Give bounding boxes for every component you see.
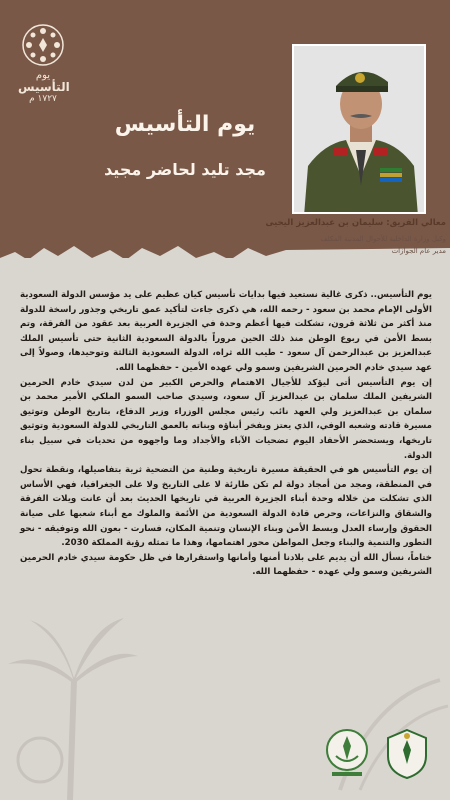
article-paragraph: يوم التأسيس.. ذكرى غالية نستعيد فيها بدايات تأسيس كيان عظيم على يد مؤسس الدولة السعودية الأولى الإمام محمد بن سعود - رحمه الله، هي ذكرى جاءت لتأكيد عمق تاريخي وجذور راسخة للدولة منذ أكثر من ثلاثة قرون، تشكلت فيها أعظم وحدة في الجزيرة العربية بعد عقود من الفرقة، وتم بسط الأمن في ربوع الوطن منذ ذلك الحين مروراً بالدولة السعودية الثانية حتى تأسيس الملك عبدالعزيز بن عبدالرحمن آل سعود - طيب الله ثراه، الدولة السعودية الثالثة وتوحيدها، وصولاً إلى عهد سيدي خادم الحرمين الشريفين وسمو ولي عهده الأمين - حفظهما الله.	[20, 290, 432, 373]
footer-logos	[322, 726, 438, 786]
founding-day-logo	[18, 22, 68, 112]
article-paragraph: ختاماً، نسأل الله أن يديم على بلادنا أمنها وأمانها واستقرارها في ظل حكومة سيدي خادم الحرمين الشريفين وسمو ولي عهده - حفظهما الله.	[20, 552, 432, 578]
article-paragraph: إن يوم التأسيس أتى ليؤكد للأجيال الاهتمام والحرص الكبير من لدن سيدي خادم الحرمين الشريفين الملك سلمان بن عبدالعزيز آل سعود، وسيدي صاحب السمو الملكي الأمير محمد بن سلمان بن عبدالعزيز ولي العهد نائب رئيس مجلس الوزراء وزير الدفاع، بتاريخ الوطن وتوثيق مسيرة قادته وشعبه الوفي، الذي يعتز ويفخر أبناؤه وبناته بالعمق التاريخي للدولة السعودية وتوثيق تاريخها، ويستحضر الأحفاد اليوم تضحيات الآباء والأجداد وما واجهوه من تحديات في سبيل بناء الدولة.	[20, 377, 432, 461]
official-name: معالي الفريق: سليمان بن عبدالعزيز اليحيى	[265, 218, 446, 228]
portrait-caption	[262, 216, 446, 257]
passports-emblem-icon	[382, 726, 432, 782]
logo-text-founding: التأسيس	[18, 80, 70, 94]
portrait-image	[294, 46, 426, 214]
official-role-secondary: مدير عام الجوازات	[391, 247, 446, 255]
official-portrait	[292, 44, 426, 214]
palm-decoration-icon	[0, 560, 140, 800]
page-subtitle: مجد تليد لحاضر مجيد	[104, 160, 266, 179]
founding-day-emblem-icon	[20, 22, 66, 68]
logo-text-day: يوم	[35, 70, 51, 81]
article-body	[20, 288, 432, 580]
page-title: يوم التأسيس	[114, 112, 256, 137]
official-role: وكيل وزارة الداخلية للأحوال المدنية المكلف	[320, 235, 446, 243]
ministry-interior-emblem-icon	[322, 726, 372, 782]
logo-text-year: ١٧٢٧ م	[29, 94, 57, 104]
article-paragraph: إن يوم التأسيس هو في الحقيقة مسيرة تاريخية وطنية من التضحية ثرية بتفاصيلها، ونقطة تحول في المنطقة، ومجد من أمجاد دولة لم تكن طارئة لا على التاريخ ولا على الجغرافيا، فهي الأساس الذي تشكلت من خلاله وحدة أبناء الجزيرة العربية في تاريخها الحديث بعد أن عانت ويلات الفرقة والشقاق والنزاعات، وحرص قادة الدولة السعودية من الأئمة والملوك مع أبناء شعبها على صيانة الحقوق وإرساء العدل وبسط الأمن وبناء الإنسان وتنمية المكان، فسارت - بعون الله وتوفيقه - نحو التطور والتنمية والبناء وجعل المواطن محور اهتمامها، وهذا ما تمثله رؤية المملكة 2030.	[20, 465, 432, 549]
